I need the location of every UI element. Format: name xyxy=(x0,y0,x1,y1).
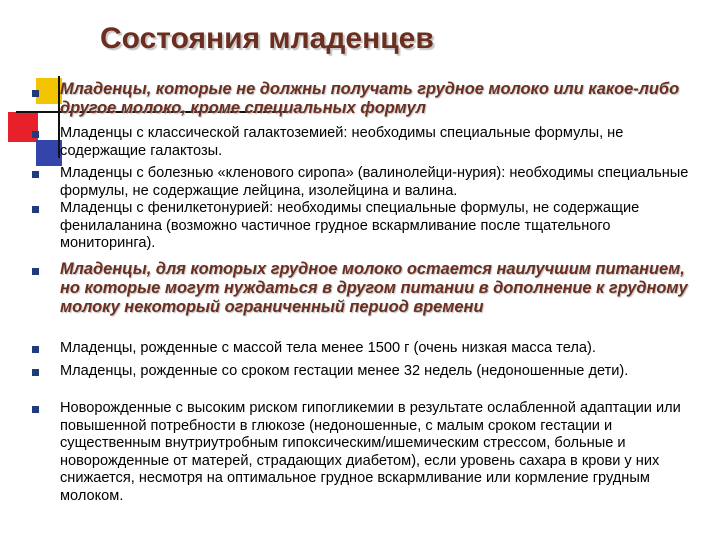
list-item-text: Младенцы с болезнью «кленового сиропа» (валинолейци-нурия): необходимы специальные формулы, не содержащие лейцина, изолейцина и валина. xyxy=(60,165,689,199)
list-item-text: Младенцы, рожденные со сроком гестации менее 32 недель (недоношенные дети). xyxy=(60,363,629,379)
slide-title: Состояния младенцев xyxy=(100,22,434,55)
bullet-icon xyxy=(32,90,39,97)
bullet-icon xyxy=(32,206,39,213)
bullet-icon xyxy=(32,406,39,413)
list-item-text: Младенцы, рожденные с массой тела менее 1500 г (очень низкая масса тела). xyxy=(60,340,596,356)
section-heading: Младенцы, которые не должны получать грудное молоко или какое-либо другое молоко, кроме специальных формул xyxy=(60,80,680,117)
list-item-text: Новорожденные с высоким риском гипогликемии в результате ослабленной адаптации или повышенной потребности в глюкозе (недоношенные, с малым сроком гестации и существенным внутриутробным гипоксическим/ишемическим стрессом, больные и новорожденные от матерей, страдающих диабетом), если уровень сахара в крови у них снижается, несмотря на оптимальное грудное вскармливание или кормление грудным молоком. xyxy=(60,400,681,504)
bullet-icon xyxy=(32,369,39,376)
bullet-icon xyxy=(32,131,39,138)
section-heading: Младенцы, для которых грудное молоко остается наилучшим питанием, но которые могут нуждаться в другом питании в дополнение к грудному молоку некоторый ограниченный период времени xyxy=(60,260,688,316)
list-item-text: Младенцы с фенилкетонурией: необходимы специальные формулы, не содержащие фенилаланина (возможно частичное грудное вскармливание после тщательного мониторинга). xyxy=(60,200,640,251)
bullet-icon xyxy=(32,268,39,275)
list-item-text: Младенцы с классической галактоземией: необходимы специальные формулы, не содержащие галактозы. xyxy=(60,125,624,159)
bullet-icon xyxy=(32,171,39,178)
bullet-icon xyxy=(32,346,39,353)
